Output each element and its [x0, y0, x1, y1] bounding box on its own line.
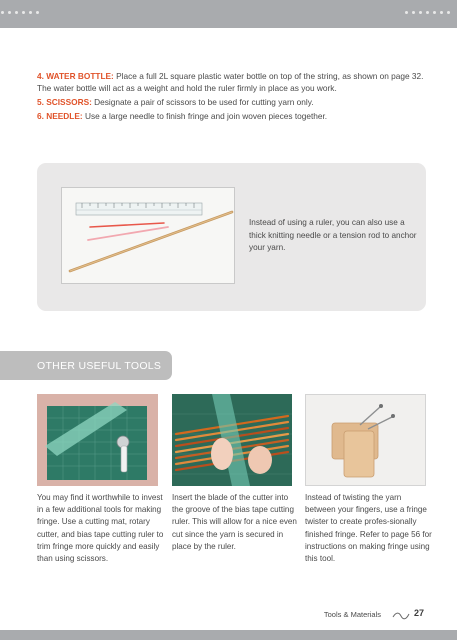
column-text-cutter: Insert the blade of the cutter into the groove of the bias tape cutting ruler. This will allow for a nice even cut since the yarn is secured in place by the ruler.	[172, 493, 297, 551]
step-needle	[37, 110, 427, 122]
step-text: Designate a pair of scissors to be used for cutting yarn only.	[91, 97, 314, 107]
fringe-twister-photo	[305, 394, 426, 486]
header-dots-left	[1, 11, 61, 15]
step-label: 4. WATER BOTTLE:	[37, 71, 114, 81]
ruler-needle-photo	[61, 187, 235, 284]
step-scissors	[37, 96, 427, 108]
tool-steps-list	[37, 70, 427, 123]
page-number: 27	[414, 608, 425, 618]
cutting-fringe-photo	[172, 394, 292, 486]
squiggle-icon	[392, 608, 410, 626]
step-text: Use a large needle to finish fringe and join woven pieces together.	[82, 110, 328, 121]
footer-section-name: Tools & Materials	[323, 610, 381, 619]
step-text: Place a full 2L square plastic water bottle on top of the string, as shown on page 32. The water bottle will act as a weight and hold the ruler firmly in place as you work.	[37, 71, 424, 94]
step-label: 6. NEEDLE:	[37, 110, 83, 121]
step-water-bottle	[37, 70, 427, 95]
page-footer	[0, 608, 457, 622]
tip-text: Instead of using a ruler, you can also use a thick knitting needle or a tension rod to anchor your yarn.	[249, 218, 417, 252]
step-label: 5. SCISSORS:	[37, 97, 92, 107]
tip-box	[37, 163, 426, 311]
column-text-fringe-tools: You may find it worthwhile to invest in a few additional tools for making fringe. Use a cutting mat, rotary cutter, and bias tape cutting ruler to trim fringe more quickly and easily than using scissors.	[37, 493, 164, 564]
column-text-fringe-twister: Instead of twisting the yarn between your fingers, use a fringe twister to create profes-sionally finished fringe. Refer to page 56 for instructions on making fringe using this tool.	[305, 493, 432, 564]
header-dots-right	[405, 11, 457, 15]
header-band	[0, 0, 457, 28]
section-heading	[0, 351, 172, 380]
footer-band	[0, 630, 457, 640]
section-title: OTHER USEFUL TOOLS	[37, 360, 162, 372]
cutting-mat-photo	[37, 394, 158, 486]
